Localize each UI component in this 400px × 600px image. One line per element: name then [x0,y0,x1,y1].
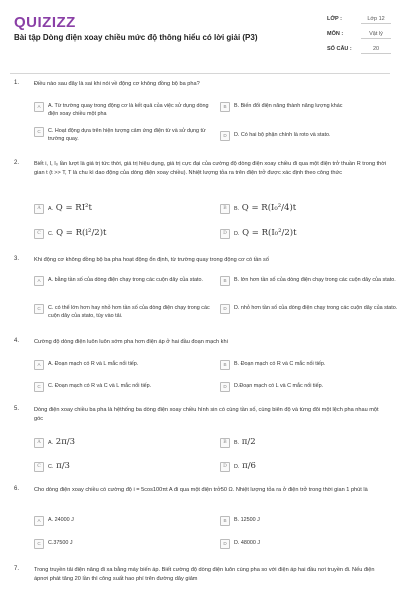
meta-label: MÔN : [327,31,344,37]
quizizz-logo: QUIZIZZ [14,14,76,31]
option-formula: Q = R(I₀²/4)t [241,203,297,213]
question-4 [10,338,390,398]
option-text: D. nhỏ hơn tần số của dòng điện chạy trong các cuộn dây của stato. [234,305,398,311]
option-letter-box: D [220,462,230,472]
meta-label: LỚP : [327,16,342,22]
meta-value: Lớp 12 [361,16,391,24]
question-6 [10,486,390,554]
option-letter-box: B [220,360,230,370]
question-7 [10,566,390,596]
option-text: B. lớn hơn tần số của dòng điện chạy trong các cuộn dây của stato. [234,277,396,283]
option-letter-box: D [220,539,230,549]
option-formula: Q = R(i²/2)t [56,228,107,238]
option-letter-box: A [34,276,44,286]
question-1 [10,80,390,150]
header-divider [10,73,390,74]
option-formula: π/6 [242,461,256,471]
option-text: D.Đoạn mạch có L và C mắc nối tiếp. [234,383,324,389]
question-number: 1. [14,80,20,86]
question-number: 6. [14,486,20,492]
question-text: Cường độ dòng điện luôn luôn sớm pha hơn điện áp ở hai đầu đoạn mạch khi [34,339,228,345]
question-text: Trong truyền tải điện năng đi xa bằng máy biến áp. Biết cường độ dòng điện luôn cùng pha so với điện áp hai đầu nơi truyền đi. Nếu điện ápnơi phát tăng 20 lần thì công suất hao phí trên đường dây giảm [34,567,375,582]
option-letter-box: C [34,382,44,392]
page-title: Bài tập Dòng điện xoay chiều mức độ thông hiểu có lời giải (P3) [14,33,258,42]
option-formula: Q = R(I₀²/2)t [242,228,297,238]
option-letter-box: A [34,204,44,214]
option-text: A. Đoạn mạch có R và L mắc nối tiếp. [48,361,139,367]
page-header [0,0,400,66]
option-letter-box: D [220,131,230,141]
option-text: D. Có hai bộ phận chính là roto và stato. [234,132,331,138]
option-letter-box: C [34,304,44,314]
option-text: A. Từ trường quay trong động cơ là kết quả của việc sử dụng dòng điện xoay chiều một pha [48,103,209,117]
option-text: C. có thể lớn hơn hay nhỏ hơn tần số của dòng điện chạy trong các cuộn dây của stato, tùy vào tải. [48,305,210,319]
option-text: A. 24000 J [48,517,74,523]
option-letter-box: D [220,304,230,314]
option-formula: π/2 [241,437,256,447]
question-number: 4. [14,338,20,344]
option-text: B. Biến đổi điện năng thành năng lượng khác [234,103,343,109]
option-letter-box: B [220,438,230,448]
option-label: A. [48,440,54,446]
option-letter-box: D [220,382,230,392]
option-label: C. [48,464,54,470]
question-2 [10,160,390,248]
meta-value: Vật lý [361,31,391,39]
meta-label: SỐ CÂU : [327,46,352,52]
option-text: B. 12500 J [234,517,260,523]
option-label: A. [48,206,54,212]
question-5 [10,406,390,480]
option-letter-box: C [34,539,44,549]
option-formula: π/3 [56,461,70,471]
option-formula: Q = RI²t [55,203,92,213]
option-label: B. [234,206,240,212]
option-label: D. [234,231,240,237]
option-label: C. [48,231,54,237]
option-text: B. Đoạn mạch có R và C mắc nối tiếp. [234,361,326,367]
option-letter-box: C [34,229,44,239]
question-text: Cho dòng điện xoay chiều có cường độ i = 5cos100πt A đi qua một điện trở50 Ω. Nhiệt lượng tỏa ra ở điện trở trong thời gian 1 phút là [34,487,368,493]
question-number: 2. [14,160,20,166]
option-letter-box: A [34,102,44,112]
question-number: 7. [14,566,20,572]
option-letter-box: C [34,127,44,137]
option-text: D. 48000 J [234,540,261,546]
question-number: 3. [14,256,20,262]
option-formula: 2π/3 [55,437,76,447]
option-text: A. bằng tần số của dòng điện chạy trong các cuộn dây của stato. [48,277,203,283]
meta-value: 20 [361,46,391,54]
option-text: C.37500 J [48,540,73,546]
question-text: Dòng điện xoay chiều ba pha là hệthống ba dòng điện xoay chiều hình sin có cùng tần số, cùng biên độ và từng đôi một lệch pha nhau một góc [34,407,379,422]
option-text: C. Đoạn mạch có R và C và L mắc nối tiếp. [48,383,152,389]
option-letter-box: B [220,102,230,112]
question-text: Điều nào sau đây là sai khi nói về động cơ không đồng bộ ba pha? [34,81,200,87]
question-number: 5. [14,406,20,412]
question-3 [10,256,398,330]
question-text: Khi động cơ không đồng bộ ba pha hoạt động ổn định, từ trường quay trong động cơ có tần số [34,257,269,263]
option-letter-box: D [220,229,230,239]
option-letter-box: B [220,276,230,286]
option-letter-box: B [220,516,230,526]
option-label: B. [234,440,240,446]
option-letter-box: A [34,438,44,448]
option-letter-box: B [220,204,230,214]
option-label: D. [234,464,240,470]
option-letter-box: C [34,462,44,472]
option-letter-box: A [34,360,44,370]
question-text: Biết i, I, I₀ lần lượt là giá trị tức thời, giá trị hiệu dụng, giá trị cực đại của cường độ dòng điện xoay chiều đi qua một điện trở thuần R trong thời gian t (t >> T, T là chu kì dao động của dòng điện xoay chiều). Nhiệt lượng tỏa ra trên điện trở được xác định theo công thức [34,161,387,176]
option-text: C. Hoạt động dựa trên hiện tượng cảm ứng điện từ và sử dụng từ trường quay. [48,128,206,142]
option-letter-box: A [34,516,44,526]
